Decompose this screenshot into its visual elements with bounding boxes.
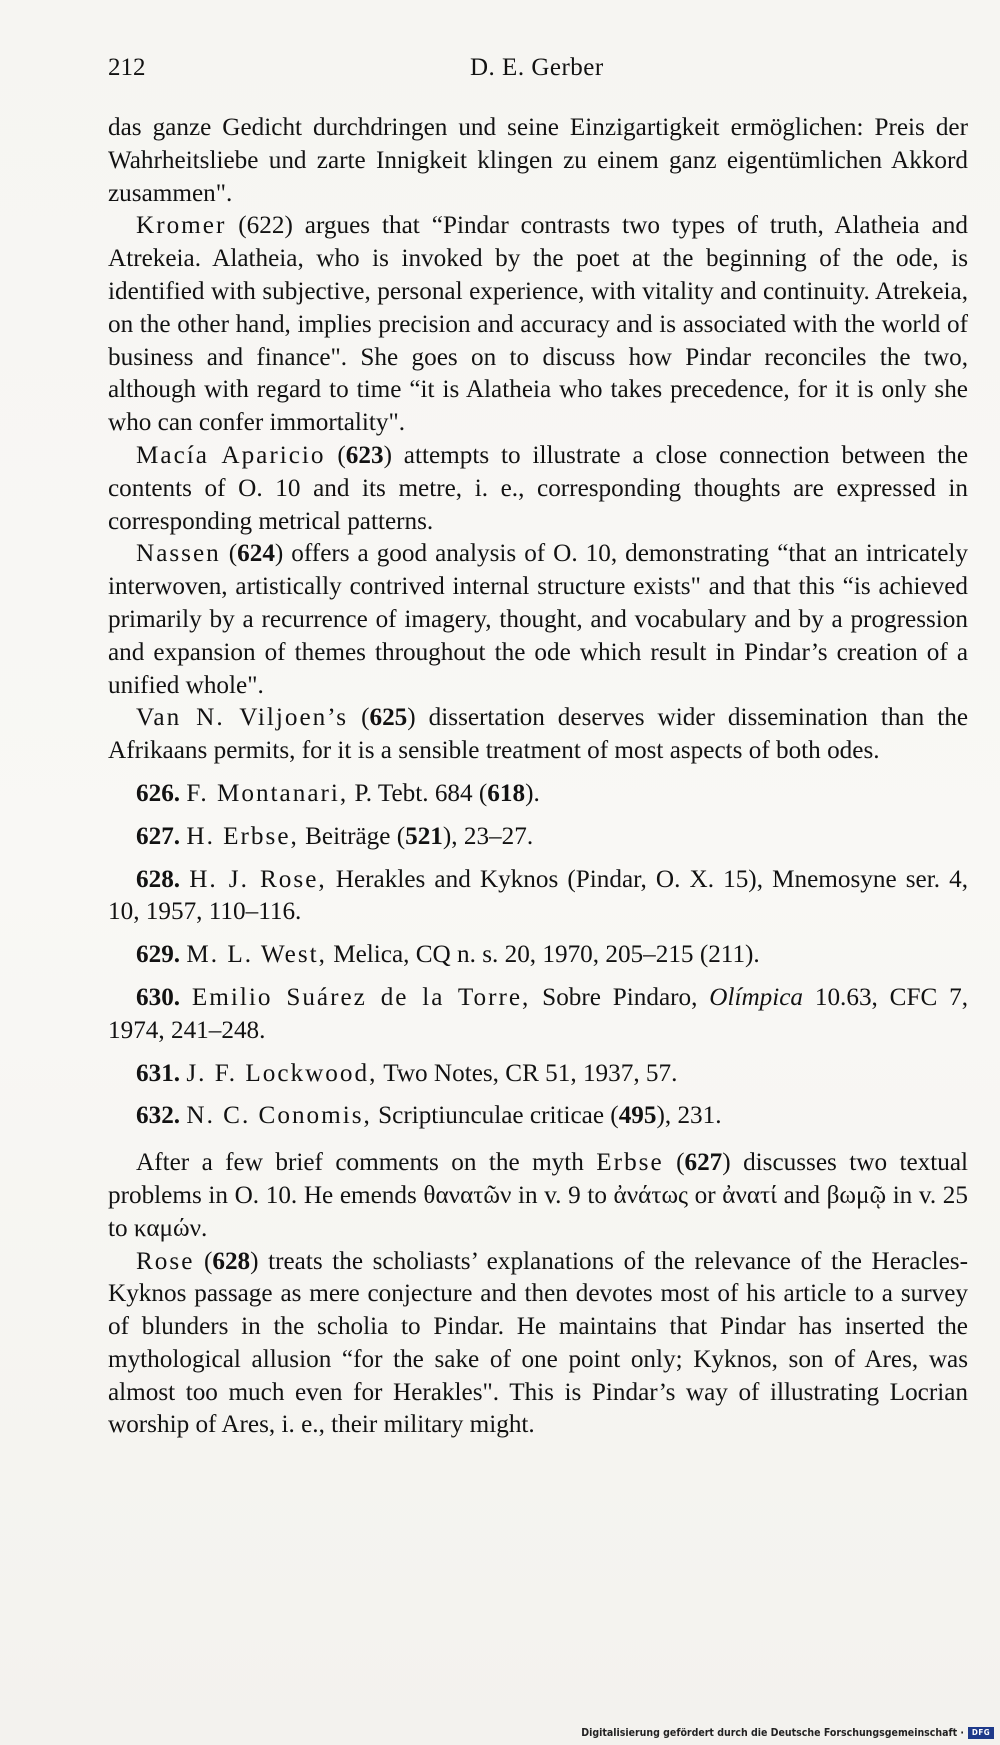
entry-number: 628.: [136, 865, 181, 893]
reference-number: 495: [618, 1102, 657, 1130]
bibliography-entry: [108, 939, 968, 972]
entry-number: 631.: [136, 1059, 181, 1087]
entry-text: Beiträge (: [298, 822, 406, 850]
body-text: [108, 112, 968, 1442]
entry-text: Two Notes, CR 51, 1937, 57.: [377, 1059, 678, 1087]
paragraph-text: das ganze Gedicht durchdringen und seine Einzigartigkeit ermöglichen: Preis der Wahrheitsliebe und zarte Innigkeit klingen zu einem ganz eigentümlichen Akkord zusammen".: [108, 114, 968, 207]
author-name: Nassen: [136, 540, 221, 568]
entry-tail: ), 23–27.: [442, 822, 534, 850]
author-name: Kromer: [136, 212, 227, 240]
digitization-credit: [581, 1727, 994, 1739]
paragraph-rose: Rose (628) treats the scholiasts’ explanations of the relevance of the Heracles-Kyknos passage as mere conjecture and then devotes most of his article to a survey of blunders in the scholia to Pindar. He maintains that Pindar has inserted the mythological allusion “for the sake of one point only; Kyknos, son of Ares, was almost too much even for Herakles". This is Pindar’s way of illustrating Locrian worship of Ares, i. e., their military might.: [108, 1247, 968, 1439]
page-number: 212: [108, 54, 146, 81]
entry-text: P. Tebt. 684 (: [348, 779, 488, 807]
entry-author: M. L. West,: [186, 941, 327, 969]
entry-number: 627.: [136, 822, 181, 850]
entry-author: F. Montanari,: [186, 779, 349, 807]
paragraph-text: (622) argues that “Pindar contrasts two types of truth, Alatheia and Atrekeia. Alatheia, who is invoked by the poet at the beginning of the ode, is identified with subjective, personal experience, with vitality and continuity. Atrekeia, on the other hand, implies precision and accuracy and is associated with the world of business and finance". She goes on to discuss how Pindar reconciles the two, although with regard to time “it is Alatheia who takes precedence, for it is only she who can confer immortality".: [108, 212, 968, 437]
paragraph-erbse: After a few brief comments on the myth Erbse (627) discusses two textual problems in O. 10. He emends θανατῶν in v. 9 to ἀνάτως or ἀνατί and βωμῷ in v. 25 to καμών.: [108, 1149, 969, 1242]
entry-text-continued: 10.63, CFC 7, 1974, 241–248.: [108, 983, 969, 1044]
reference-number: 623: [345, 441, 384, 469]
running-head: D. E. Gerber: [470, 54, 604, 81]
entry-number: 630.: [136, 983, 181, 1011]
entry-text: Herakles and Kyknos (Pindar, O. X. 15), Mnemosyne ser. 4, 10, 1957, 110–116.: [108, 865, 969, 926]
page-header: [108, 54, 968, 90]
entry-author: Emilio Suárez de la Torre,: [191, 983, 531, 1011]
paragraph-text: ) dissertation deserves wider dissemination than the Afrikaans permits, for it is a sensible treatment of most aspects of both odes.: [108, 704, 968, 765]
reference-number: 627: [684, 1149, 723, 1177]
bibliography-entry: [108, 1100, 968, 1133]
author-name: Macía Aparicio: [136, 441, 326, 469]
paragraph-text: After a few brief comments on the myth: [136, 1149, 597, 1177]
author-name: Rose: [136, 1247, 195, 1275]
bibliography-entry: [108, 778, 968, 811]
credit-text: Digitalisierung gefördert durch die Deutsche Forschungsgemeinschaft ·: [581, 1727, 964, 1739]
entry-text: Scriptiunculae criticae (: [371, 1102, 619, 1130]
bibliography-entry: [108, 1058, 968, 1091]
entry-tail: ).: [525, 779, 540, 807]
paragraph-viljoen: Van N. Viljoen’s (625) dissertation deserves wider dissemination than the Afrikaans permits, for it is a sensible treatment of most aspects of both odes.: [108, 704, 968, 765]
paragraph-text: ) attempts to illustrate a close connection between the contents of O. 10 and its metre, i. e., corresponding thoughts are expressed in corresponding metrical patterns.: [108, 441, 968, 535]
entry-author: N. C. Conomis,: [186, 1102, 372, 1130]
entry-text: Melica, CQ n. s. 20, 1970, 205–215 (211).: [326, 941, 760, 969]
bibliography-list: [108, 778, 968, 1133]
entry-author: J. F. Lockwood,: [186, 1059, 378, 1087]
entry-tail: ), 231.: [656, 1102, 722, 1130]
entry-author: H. J. Rose,: [189, 865, 327, 893]
paragraph-kromer: [108, 210, 968, 440]
paragraph-text: ) offers a good analysis of O. 10, demonstrating “that an intricately interwoven, artistically contrived internal structure exists" and that this “is achieved primarily by a recurrence of imagery, thought, and vocabulary and by a progression and expansion of themes throughout the ode which result in Pindar’s creation of a unified whole".: [108, 540, 968, 699]
paragraph-text: ) discusses two textual problems in O. 10. He emends θανατῶν in v. 9 to ἀνάτως or ἀνατί and βωμῷ in v. 25 to καμών.: [108, 1149, 969, 1242]
dfg-logo: DFG: [968, 1727, 994, 1739]
paragraph-macia-aparicio: Macía Aparicio (623) attempts to illustrate a close connection between the contents of O. 10 and its metre, i. e., corresponding thoughts are expressed in corresponding metrical patterns.: [108, 441, 968, 535]
reference-number: 628: [212, 1247, 251, 1275]
paragraph-continued: [108, 112, 968, 210]
paragraph-text: ) treats the scholiasts’ explanations of the relevance of the Heracles-Kyknos passage as mere conjecture and then devotes most of his article to a survey of blunders in the scholia to Pindar. He maintains that Pindar has inserted the mythological allusion “for the sake of one point only; Kyknos, son of Ares, was almost too much even for Herakles". This is Pindar’s way of illustrating Locrian worship of Ares, i. e., their military might.: [108, 1247, 968, 1439]
bibliography-entry: [108, 982, 968, 1048]
entry-title-italic: Olímpica: [709, 983, 804, 1011]
bibliography-entry: [108, 864, 968, 930]
entry-number: 626.: [136, 779, 181, 807]
entry-number: 632.: [136, 1102, 181, 1130]
bibliography-entry: [108, 821, 968, 854]
entry-text: Sobre Pindaro,: [530, 983, 710, 1011]
author-name: Erbse: [596, 1149, 664, 1177]
author-name: Van N. Viljoen’s: [136, 704, 349, 732]
reference-number: 625: [369, 704, 408, 732]
entry-author: H. Erbse,: [186, 822, 299, 850]
reference-number: 521: [405, 822, 443, 850]
reference-number: 618: [487, 779, 526, 807]
reference-number: 624: [237, 540, 275, 568]
paragraph-nassen: Nassen (624) offers a good analysis of O. 10, demonstrating “that an intricately interwoven, artistically contrived internal structure exists" and that this “is achieved primarily by a recurrence of imagery, thought, and vocabulary and by a progression and expansion of themes throughout the ode which result in Pindar’s creation of a unified whole".: [108, 540, 968, 699]
entry-number: 629.: [136, 941, 181, 969]
